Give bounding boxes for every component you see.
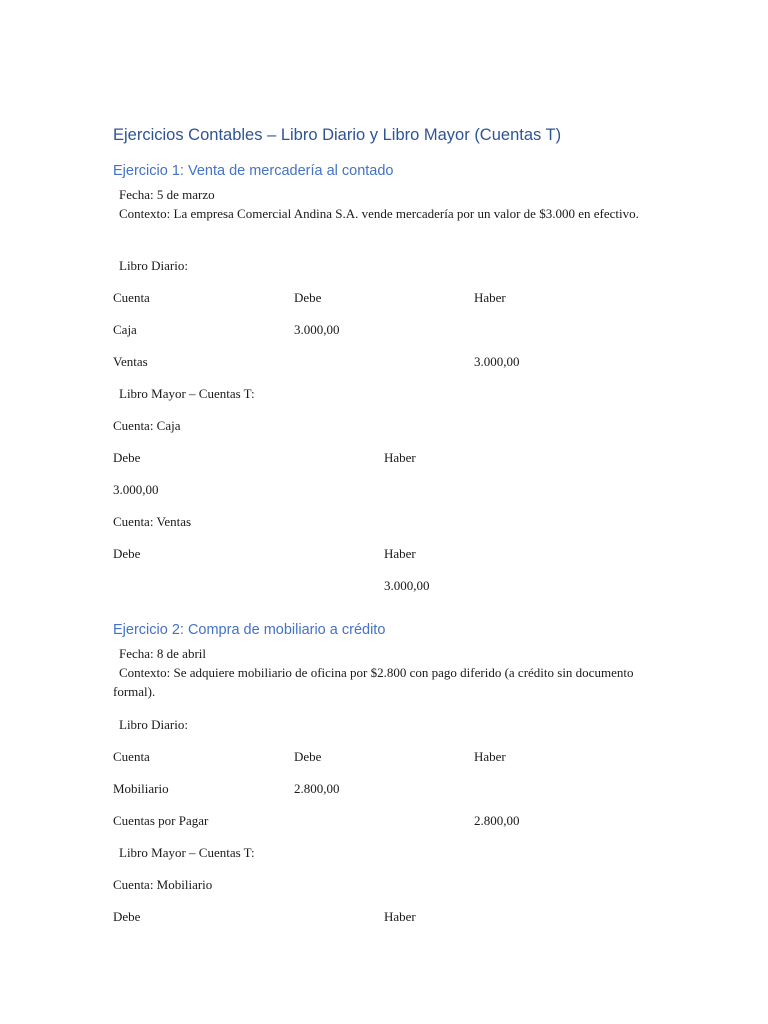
journal-row-haber: 2.800,00 — [474, 813, 520, 828]
document-title: Ejercicios Contables – Libro Diario y Libro Mayor (Cuentas T) — [113, 126, 562, 144]
journal-row-debe: 2.800,00 — [294, 781, 340, 796]
journal-row-cuenta: Ventas — [113, 354, 148, 369]
t-account-haber-value: 3.000,00 — [384, 578, 430, 593]
journal-row-cuenta: Caja — [113, 322, 137, 337]
journal-row-cuenta: Mobiliario — [113, 781, 169, 796]
t-account-name: Cuenta: Mobiliario — [113, 877, 213, 892]
exercise-2-date: Fecha: 8 de abril — [119, 646, 206, 661]
exercise-1-heading: Ejercicio 1: Venta de mercadería al contado — [113, 163, 394, 179]
t-account-debe-value: 3.000,00 — [113, 482, 159, 497]
journal-header-debe: Debe — [294, 749, 322, 764]
exercise-1-journal-label: Libro Diario: — [119, 258, 188, 273]
journal-header-cuenta: Cuenta — [113, 290, 150, 305]
journal-row-haber: 3.000,00 — [474, 354, 520, 369]
t-account-haber-label: Haber — [384, 546, 416, 561]
exercise-2-ledger-label: Libro Mayor – Cuentas T: — [119, 845, 255, 860]
t-account-haber-label: Haber — [384, 450, 416, 465]
t-account-debe-label: Debe — [113, 909, 141, 924]
exercise-1-context: Contexto: La empresa Comercial Andina S.A. vende mercadería por un valor de $3.000 en efectivo. — [119, 206, 639, 221]
t-account-name: Cuenta: Ventas — [113, 514, 192, 529]
exercise-2-context: Contexto: Se adquiere mobiliario de oficina por $2.800 con pago diferido (a crédito sin documento formal). — [113, 665, 634, 699]
exercise-1-ledger-label: Libro Mayor – Cuentas T: — [119, 386, 255, 401]
exercise-2-journal-label: Libro Diario: — [119, 717, 188, 732]
t-account-debe-label: Debe — [113, 546, 141, 561]
journal-row-cuenta: Cuentas por Pagar — [113, 813, 209, 828]
journal-header-haber: Haber — [474, 749, 506, 764]
exercise-2-heading: Ejercicio 2: Compra de mobiliario a crédito — [113, 622, 386, 638]
journal-header-haber: Haber — [474, 290, 506, 305]
journal-header-cuenta: Cuenta — [113, 749, 150, 764]
t-account-haber-label: Haber — [384, 909, 416, 924]
t-account-debe-label: Debe — [113, 450, 141, 465]
exercise-1-date: Fecha: 5 de marzo — [119, 187, 215, 202]
t-account-name: Cuenta: Caja — [113, 418, 181, 433]
journal-header-debe: Debe — [294, 290, 322, 305]
journal-row-debe: 3.000,00 — [294, 322, 340, 337]
